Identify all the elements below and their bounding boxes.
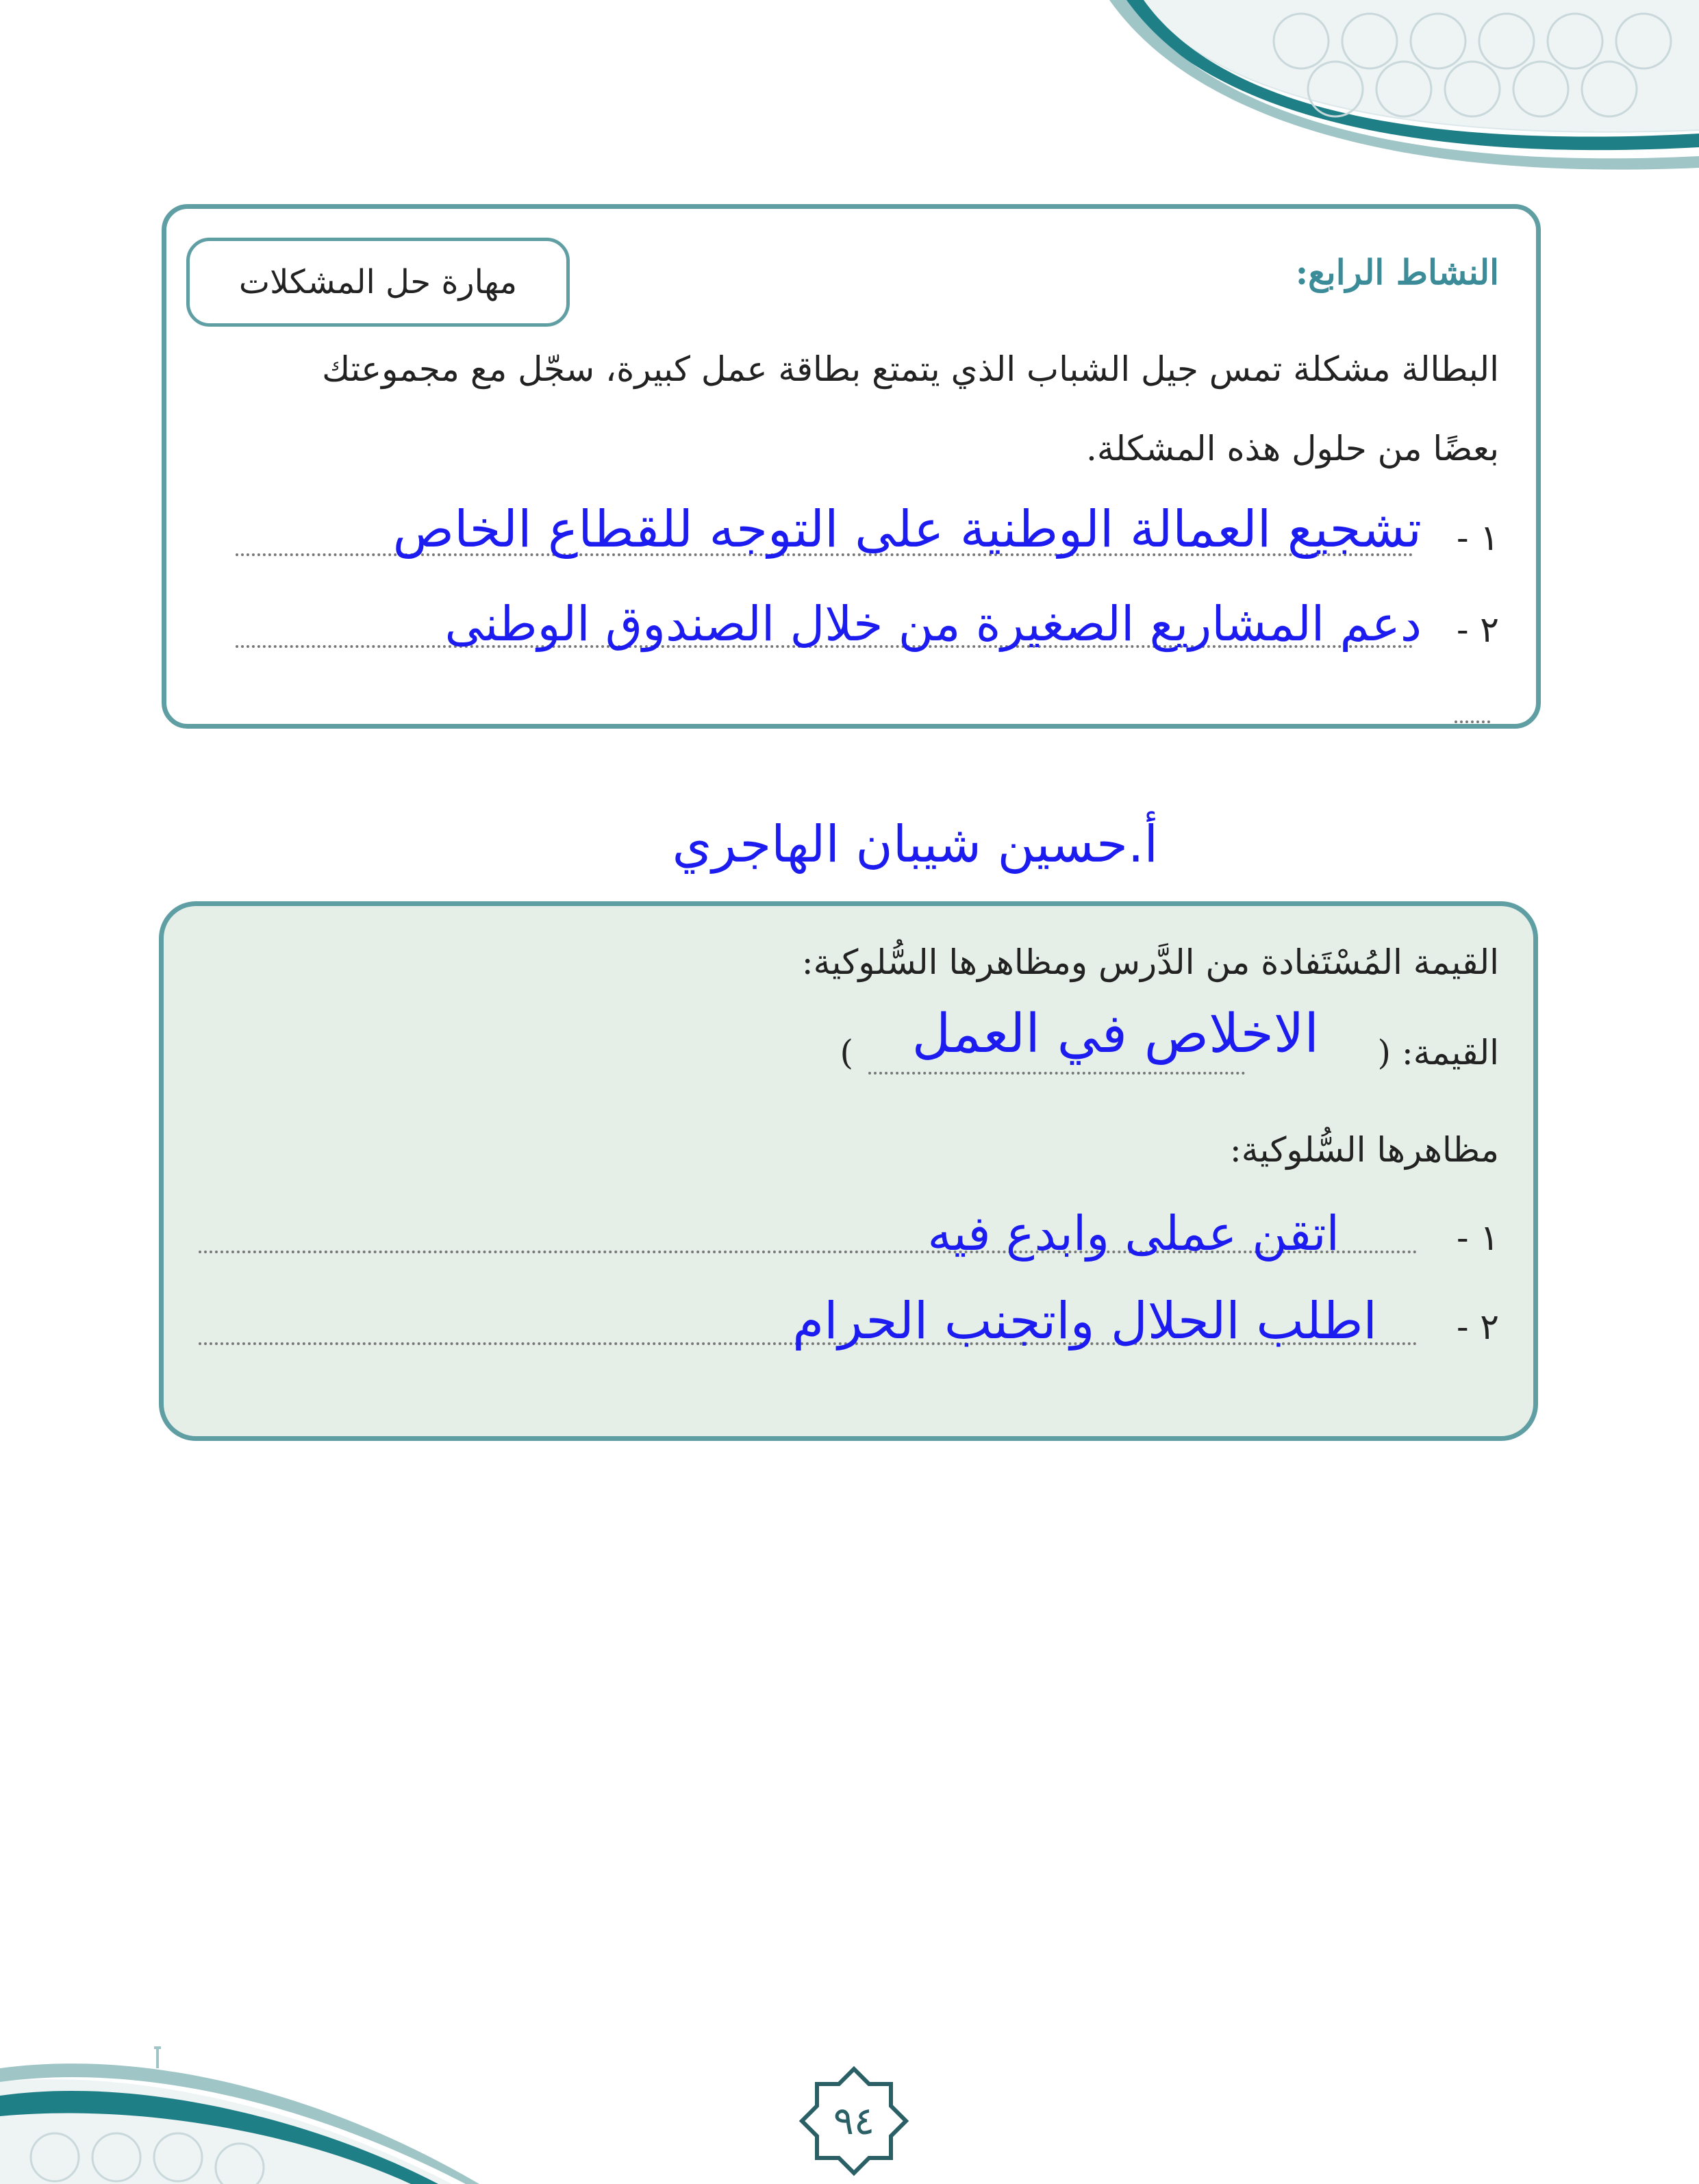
bottom-wave-decoration [0,2041,479,2184]
activity-prompt-line2: بعضًا من حلول هذه المشكلة. [1086,429,1499,468]
value-heading: القيمة المُسْتَفادة من الدَّرس ومظاهرها السُّلوكية: [801,942,1499,982]
behavior-item-number: ١ - [1456,1218,1499,1259]
behaviors-heading: مظاهرها السُّلوكية: [1229,1130,1499,1170]
value-label: القيمة: ( [1377,1033,1499,1072]
behavior-answer-1[interactable]: اتقن عملى وابدع فيه [927,1205,1339,1262]
skill-badge: مهارة حل المشكلات [186,238,570,327]
behavior-answer-2[interactable]: اطلب الحلال واتجنب الحرام [792,1292,1377,1351]
value-box [159,901,1538,1441]
activity-answer-2[interactable]: دعم المشاريع الصغيرة من خلال الصندوق الوطنى [444,596,1422,652]
behavior-item-number: ٢ - [1456,1307,1499,1348]
activity-answer-1[interactable]: تشجيع العمالة الوطنية على التوجه للقطاع الخاص [392,500,1422,559]
activity-prompt-line1: البطالة مشكلة تمس جيل الشباب الذي يتمتع بطاقة عمل كبيرة، سجّل مع مجموعتك [322,349,1499,389]
activity-item-number: ٢ - [1456,610,1499,651]
activity-title: النشاط الرابع: [1295,252,1499,292]
value-close-paren: ) [840,1033,853,1072]
page-number: ٩٤ [833,2098,875,2144]
answer-line-tail [1455,720,1490,723]
top-wave-decoration [1096,0,1699,178]
value-answer[interactable]: الاخلاص في العمل [911,1003,1319,1065]
activity-item-number: ١ - [1456,518,1499,559]
author-name: أ.حسين شيبان الهاجري [672,815,1158,874]
value-answer-line [868,1072,1245,1075]
